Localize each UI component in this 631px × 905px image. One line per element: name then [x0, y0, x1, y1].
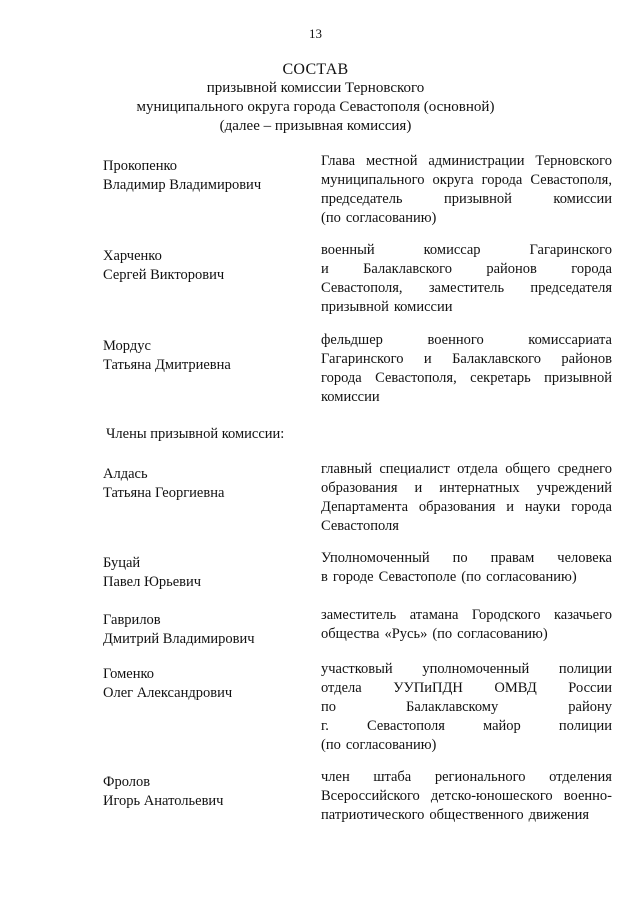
- member-role: [321, 241, 612, 317]
- member-role: [321, 331, 612, 407]
- role-line: [321, 660, 612, 679]
- role-word: и: [321, 261, 329, 277]
- role-line: [321, 625, 612, 644]
- role-word: Департамента: [321, 499, 409, 515]
- role-line: [321, 479, 612, 498]
- role-word: и: [506, 499, 515, 515]
- role-line: [321, 460, 612, 479]
- role-word: образования: [418, 499, 496, 515]
- member-role: [321, 768, 612, 825]
- role-word: округа: [432, 172, 474, 188]
- member-surname: Фролов: [103, 774, 151, 790]
- role-line: [321, 806, 612, 825]
- role-word: согласованию): [457, 626, 548, 642]
- member-surname: Прокопенко: [103, 158, 178, 174]
- role-word: призывной: [321, 299, 389, 315]
- role-word: по: [452, 550, 468, 566]
- member-given-name: Владимир Владимирович: [103, 177, 262, 193]
- role-word: Балаклавского: [452, 351, 541, 367]
- title-line-1: призывной комиссии Терновского: [206, 80, 425, 96]
- role-word: среднего: [557, 461, 612, 477]
- title-line-3: (далее – призывная комиссия): [219, 118, 412, 134]
- role-word: Севастополя,: [530, 172, 612, 188]
- member-given-name: Павел Юрьевич: [103, 574, 202, 590]
- role-line: [321, 736, 612, 755]
- role-word: военный: [321, 242, 375, 258]
- role-word: отделения: [549, 769, 612, 785]
- role-line: [321, 241, 612, 260]
- member-role: [321, 460, 612, 536]
- role-word: комиссии: [321, 389, 380, 405]
- role-word: интернатных: [439, 480, 520, 496]
- role-line: [321, 369, 612, 388]
- role-word: науки: [524, 499, 561, 515]
- role-word: согласованию): [345, 737, 437, 753]
- role-word: казачьего: [553, 607, 612, 623]
- member-name: [103, 465, 303, 503]
- role-line: [321, 152, 612, 171]
- role-word: городе: [332, 569, 374, 585]
- role-word: движения: [528, 807, 590, 823]
- role-word: член: [321, 769, 350, 785]
- member-role: [321, 549, 612, 587]
- role-word: местной: [365, 153, 418, 169]
- role-word: майор: [483, 718, 521, 734]
- role-word: города: [571, 499, 612, 515]
- role-word: участковый: [321, 661, 393, 677]
- role-word: ОМВД: [494, 680, 537, 696]
- role-word: Севастополя,: [375, 370, 457, 386]
- role-word: атамана: [409, 607, 459, 623]
- role-line: [321, 517, 612, 536]
- member-name: [103, 611, 303, 649]
- role-word: председателя: [530, 280, 612, 296]
- member-surname: Буцай: [103, 555, 141, 571]
- role-line: [321, 260, 612, 279]
- title-line-2: муниципального округа города Севастополя (основной): [136, 99, 495, 115]
- role-word: Терновского: [535, 153, 612, 169]
- role-word: району: [568, 699, 612, 715]
- role-word: председатель: [321, 191, 403, 207]
- role-word: отдела: [321, 680, 362, 696]
- role-word: администрации: [428, 153, 525, 169]
- role-word: полиции: [558, 661, 612, 677]
- role-word: детско-юношеского: [430, 788, 553, 804]
- role-word: заместитель: [321, 607, 397, 623]
- role-line: [321, 698, 612, 717]
- member-surname: Харченко: [103, 248, 162, 264]
- role-word: образования: [321, 480, 398, 496]
- role-word: главный: [321, 461, 372, 477]
- role-word: (по: [321, 210, 341, 226]
- role-line: [321, 568, 612, 587]
- role-line: [321, 190, 612, 209]
- role-line: [321, 606, 612, 625]
- role-word: фельдшер: [321, 332, 383, 348]
- role-word: районов: [561, 351, 612, 367]
- member-given-name: Игорь Анатольевич: [103, 793, 224, 809]
- role-word: учреждений: [536, 480, 612, 496]
- role-line: [321, 350, 612, 369]
- role-word: общего: [505, 461, 551, 477]
- member-name: [103, 665, 303, 703]
- role-word: согласованию): [345, 210, 437, 226]
- role-line: [321, 298, 612, 317]
- role-word: заместитель: [428, 280, 505, 296]
- member-given-name: Олег Александрович: [103, 685, 233, 701]
- member-given-name: Дмитрий Владимирович: [103, 631, 255, 647]
- role-word: (по: [432, 626, 453, 642]
- role-line: [321, 388, 612, 407]
- role-word: комиссии: [553, 191, 612, 207]
- role-word: комиссариата: [528, 332, 612, 348]
- role-word: муниципального: [321, 172, 425, 188]
- member-role: [321, 152, 612, 228]
- role-word: и: [414, 480, 423, 496]
- role-word: общественного: [429, 807, 524, 823]
- role-word: в: [321, 569, 328, 585]
- role-word: (по: [321, 737, 341, 753]
- role-word: согласованию): [486, 569, 577, 585]
- member-role: [321, 660, 612, 755]
- role-line: [321, 679, 612, 698]
- member-surname: Гоменко: [103, 666, 155, 682]
- role-word: военного: [427, 332, 484, 348]
- role-word: специалист: [379, 461, 450, 477]
- role-word: Городского: [471, 607, 541, 623]
- member-name: [103, 773, 303, 811]
- role-word: полиции: [558, 718, 612, 734]
- member-surname: Мордус: [103, 338, 151, 354]
- role-word: Севастополя,: [321, 280, 403, 296]
- role-line: [321, 498, 612, 517]
- role-word: Севастополя: [367, 718, 445, 734]
- role-word: правам: [490, 550, 535, 566]
- members-heading: Члены призывной комиссии:: [106, 426, 285, 442]
- member-role: [321, 606, 612, 644]
- title-main: СОСТАВ: [282, 61, 349, 78]
- role-word: уполномоченный: [422, 661, 530, 677]
- role-word: Глава: [321, 153, 356, 169]
- page-number: 13: [309, 26, 322, 41]
- role-word: Севастополя: [321, 518, 399, 534]
- role-word: общества: [321, 626, 380, 642]
- role-word: «Русь»: [384, 626, 428, 642]
- role-line: [321, 549, 612, 568]
- role-word: города: [321, 370, 362, 386]
- role-word: патриотического: [321, 807, 425, 823]
- member-name: [103, 554, 303, 592]
- role-word: России: [568, 680, 612, 696]
- role-word: человека: [557, 550, 612, 566]
- role-word: г.: [321, 718, 329, 734]
- role-word: призывной: [544, 370, 612, 386]
- role-word: Гагаринского: [529, 242, 612, 258]
- role-line: [321, 171, 612, 190]
- role-word: отдела: [457, 461, 498, 477]
- member-given-name: Сергей Викторович: [103, 267, 225, 283]
- member-surname: Алдась: [103, 466, 148, 482]
- member-given-name: Татьяна Георгиевна: [103, 485, 225, 501]
- role-word: районов: [486, 261, 537, 277]
- role-line: [321, 209, 612, 228]
- role-word: города: [481, 172, 523, 188]
- role-word: Балаклавского: [363, 261, 452, 277]
- member-surname: Гаврилов: [103, 612, 161, 628]
- role-word: комиссии: [393, 299, 453, 315]
- role-word: УУПиПДН: [393, 680, 463, 696]
- role-word: Севастополе: [378, 569, 457, 585]
- role-line: [321, 787, 612, 806]
- member-name: [103, 247, 303, 285]
- role-line: [321, 768, 612, 787]
- role-word: регионального: [434, 769, 526, 785]
- member-name: [103, 157, 303, 195]
- role-line: [321, 279, 612, 298]
- role-word: и: [423, 351, 432, 367]
- role-word: Балаклавскому: [406, 699, 499, 715]
- member-name: [103, 337, 303, 375]
- document-title: [0, 60, 631, 136]
- role-line: [321, 717, 612, 736]
- role-word: Гагаринского: [321, 351, 404, 367]
- role-word: города: [571, 261, 612, 277]
- role-word: по: [321, 699, 337, 715]
- role-word: Всероссийского: [321, 788, 420, 804]
- role-word: (по: [461, 569, 482, 585]
- role-word: секретарь: [470, 370, 531, 386]
- role-word: комиссар: [423, 242, 481, 258]
- role-word: призывной: [444, 191, 512, 207]
- member-given-name: Татьяна Дмитриевна: [103, 357, 231, 373]
- role-word: Уполномоченный: [321, 550, 430, 566]
- role-line: [321, 331, 612, 350]
- role-word: военно-: [563, 788, 612, 804]
- role-word: штаба: [373, 769, 412, 785]
